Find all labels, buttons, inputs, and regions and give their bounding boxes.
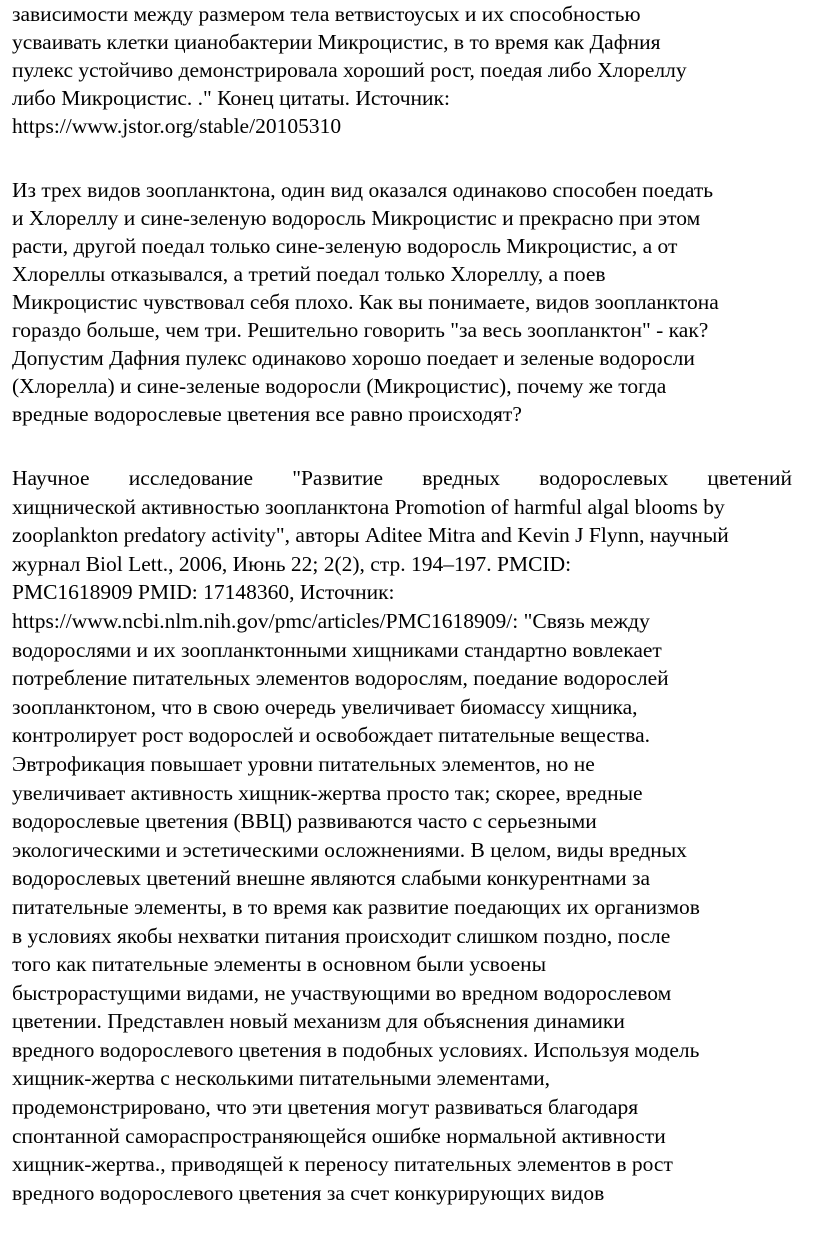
text-line: контролирует рост водорослей и освобождает питательные вещества. <box>12 723 651 748</box>
text-line: Эвтрофикация повышает уровни питательных элементов, но не <box>12 751 595 776</box>
text-line: спонтанной самораспространяющейся ошибке нормальной активности <box>12 1123 666 1148</box>
paragraph-scientific-study <box>12 464 798 1207</box>
text-line: вредного водорослевого цветения в подобных условиях. Используя модель <box>12 1037 700 1062</box>
text-line: PMC1618909 PMID: 17148360, Источник: <box>12 580 395 605</box>
text-line: zooplankton predatory activity", авторы Aditee Mitra and Kevin J Flynn, научный <box>12 523 729 548</box>
text-line: Хлореллы отказывался, а третий поедал только Хлореллу, а поев <box>12 262 606 286</box>
text-line: водорослями и их зоопланктонными хищниками стандартно вовлекает <box>12 637 662 662</box>
text-line: (Хлорелла) и сине-зеленые водоросли (Микроцистис), почему же тогда <box>12 374 667 398</box>
word: цветений <box>707 466 792 490</box>
paragraph-zooplankton-species <box>12 176 719 428</box>
source-url: https://www.jstor.org/stable/20105310 <box>12 114 342 138</box>
source-url: https://www.ncbi.nlm.nih.gov/pmc/articles/PMC1618909/: "Связь между <box>12 608 650 633</box>
text-line: либо Микроцистис. ." Конец цитаты. Источник: <box>12 86 450 110</box>
text-line-justified <box>12 464 792 493</box>
text-line: журнал Biol Lett., 2006, Июнь 22; 2(2), стр. 194–197. PMCID: <box>12 551 572 576</box>
text-line: потребление питательных элементов водорослям, поедание водорослей <box>12 666 669 691</box>
text-line: расти, другой поедал только сине-зеленую водоросль Микроцистис, а от <box>12 234 678 258</box>
text-line: цветении. Представлен новый механизм для объяснения динамики <box>12 1009 625 1034</box>
text-line: питательные элементы, в то время как развитие поедающих их организмов <box>12 894 700 919</box>
text-line: экологическими и эстетическими осложнениями. В целом, виды вредных <box>12 837 687 862</box>
text-line: зависимости между размером тела ветвистоусых и их способностью <box>12 2 641 26</box>
text-line: того как питательные элементы в основном были усвоены <box>12 952 547 977</box>
text-line: увеличивает активность хищник-жертва просто так; скорее, вредные <box>12 780 643 805</box>
word: вредных <box>422 466 501 490</box>
text-line: усваивать клетки цианобактерии Микроцистис, в то время как Дафния <box>12 30 661 54</box>
word: исследование <box>128 466 254 490</box>
text-line: в условиях якобы нехватки питания происходит слишком поздно, после <box>12 923 671 948</box>
text-line: быстрорастущими видами, не участвующими во вредном водорослевом <box>12 980 672 1005</box>
paragraph-citation-end <box>12 0 687 140</box>
word: Научное <box>12 466 90 490</box>
text-line: Из трех видов зоопланктона, один вид оказался одинаково способен поедать <box>12 178 714 202</box>
text-line: зоопланктоном, что в свою очередь увеличивает биомассу хищника, <box>12 694 638 719</box>
text-line: вредного водорослевого цветения за счет конкурирующих видов <box>12 1180 605 1205</box>
text-line: Допустим Дафния пулекс одинаково хорошо поедает и зеленые водоросли <box>12 346 695 370</box>
text-line: вредные водорослевые цветения все равно происходят? <box>12 402 522 426</box>
word: водорослевых <box>539 466 669 490</box>
text-line: хищник-жертва с несколькими питательными элементами, <box>12 1066 551 1091</box>
text-line: и Хлореллу и сине-зеленую водоросль Микроцистис и прекрасно при этом <box>12 206 701 230</box>
text-line: пулекс устойчиво демонстрировала хороший рост, поедая либо Хлореллу <box>12 58 687 82</box>
text-line: водорослевые цветения (ВВЦ) развиваются часто с серьезными <box>12 809 597 834</box>
text-line: Микроцистис чувствовал себя плохо. Как вы понимаете, видов зоопланктона <box>12 290 719 314</box>
text-line: гораздо больше, чем три. Решительно говорить "за весь зоопланктон" - как? <box>12 318 709 342</box>
text-line: водорослевых цветений внешне являются слабыми конкурентнами за <box>12 866 651 891</box>
text-line: продемонстрировано, что эти цветения могут развиваться благодаря <box>12 1095 639 1120</box>
text-line: хищнической активностью зоопланктона Promotion of harmful algal blooms by <box>12 494 725 519</box>
text-line: хищник-жертва., приводящей к переносу питательных элементов в рост <box>12 1152 673 1177</box>
word: "Развитие <box>292 466 384 490</box>
